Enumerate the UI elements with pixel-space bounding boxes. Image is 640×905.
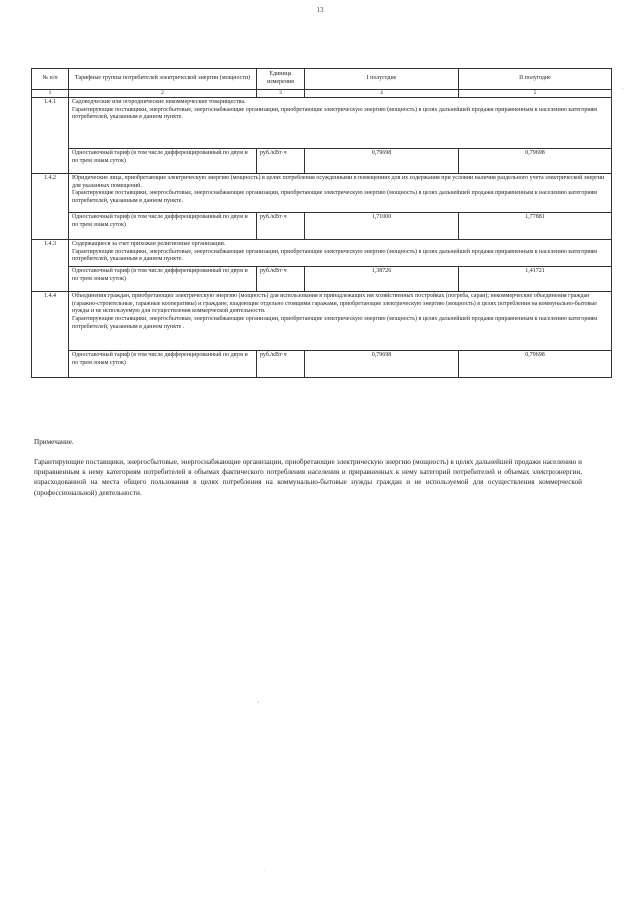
tariff-value-half-2: 1,41721 xyxy=(459,267,612,292)
tariff-row-1-4-4 xyxy=(32,351,612,378)
column-number: 1 xyxy=(32,90,69,98)
tariff-label: Одноставочный тариф (в том числе дифференцированный по двум и по трем зонам суток) xyxy=(69,351,257,378)
tariff-row-1-4-3 xyxy=(32,267,612,292)
scan-speck: · xyxy=(622,86,624,92)
section-description-line: Садоводческие или огороднические некоммерческие товарищества. xyxy=(72,99,246,106)
tariff-label: Одноставочный тариф (в том числе дифференцированный по двум и по трем зонам суток) xyxy=(69,213,257,240)
tariff-value-half-1: 0,79698 xyxy=(305,351,459,378)
scan-speck: , xyxy=(258,698,260,704)
section-row-1-4-4 xyxy=(32,292,612,351)
tariff-unit: руб./кВт·ч xyxy=(257,213,305,240)
tariff-value-half-2: 0,79698 xyxy=(459,351,612,378)
note-text: Гарантирующие поставщики, энергосбытовые, энергоснабжающие организации, приобретающие электрическую энергию (мощность) в целях дальнейшей продажи населению и приравненным к нему категориям потребителей в объемах фактического потребления населения и приравненных к нему категорий потребителей и объемах электроэнергии, израсходованной на места общего пользования в целях потребления на коммунально-бытовые нужды граждан и не используемой для осуществления коммерческой (профессиональной) деятельности. xyxy=(34,458,582,497)
column-number-row xyxy=(32,90,612,98)
header-group: Тарифные группы потребителей электрической энергии (мощности) xyxy=(69,69,257,90)
section-description xyxy=(69,174,612,213)
tariff-row-1-4-2 xyxy=(32,213,612,240)
tariff-value-half-2: 0,79698 xyxy=(459,149,612,174)
tariff-value-half-1: 0,79698 xyxy=(305,149,459,174)
tariff-value-half-2: 1,77881 xyxy=(459,213,612,240)
column-number: 3 xyxy=(257,90,305,98)
tariff-table xyxy=(31,68,612,378)
section-row-1-4-3 xyxy=(32,240,612,267)
scan-speck: · xyxy=(264,868,266,874)
section-description-line: Гарантирующие поставщики, энергосбытовые, энергоснабжающие организации, приобретающие электрическую энергию (мощность) в целях дальнейшей продажи приравненным к населению категориям потребителей, указанным в данном пункте. xyxy=(72,190,598,205)
section-code: 1.4.2 xyxy=(32,174,69,240)
section-description xyxy=(69,292,612,351)
section-code: 1.4.4 xyxy=(32,292,69,378)
header-unit: Единица измерения xyxy=(257,69,305,90)
section-row-1-4-1 xyxy=(32,98,612,149)
table-header-row xyxy=(32,69,612,90)
header-half-2: II полугодие xyxy=(459,69,612,90)
section-description-line: Гарантирующие поставщики, энергосбытовые, энергоснабжающие организации, приобретающие электрическую энергию (мощность) в целях дальнейшей продажи приравненным к населению категориям потребителей, указанным в данном пункте. xyxy=(72,106,598,121)
tariff-label: Одноставочный тариф (в том числе дифференцированный по двум и по трем зонам суток) xyxy=(69,149,257,174)
section-description-line: Юридические лица, приобретающие электрическую энергию (мощность) в целях потребления осужденными в помещениях для их содержания при условии наличия раздельного учета электрической энергии для указанных помещений. xyxy=(72,175,605,189)
note-title: Примечание. xyxy=(34,438,74,446)
section-description-line: Содержащиеся за счет прихожан религиозные организации. xyxy=(72,241,226,248)
tariff-label: Одноставочный тариф (в том числе дифференцированный по двум и по трем зонам суток) xyxy=(69,267,257,292)
tariff-row-1-4-1 xyxy=(32,149,612,174)
tariff-unit: руб./кВт·ч xyxy=(257,351,305,378)
column-number: 4 xyxy=(305,90,459,98)
column-number: 5 xyxy=(459,90,612,98)
tariff-unit: руб./кВт·ч xyxy=(257,149,305,174)
section-code: 1.4.1 xyxy=(32,98,69,174)
section-row-1-4-2 xyxy=(32,174,612,213)
header-num: № п/п xyxy=(32,69,69,90)
page-number: 13 xyxy=(316,6,324,14)
section-code: 1.4.3 xyxy=(32,240,69,292)
tariff-value-half-1: 1,71000 xyxy=(305,213,459,240)
header-half-1: I полугодие xyxy=(305,69,459,90)
tariff-unit: руб./кВт·ч xyxy=(257,267,305,292)
section-description-line: Гарантирующие поставщики, энергосбытовые, энергоснабжающие организации, приобретающие электрическую энергию (мощность) в целях дальнейшей продажи приравненным к населению категориям потребителей, указанным в данном пункте. xyxy=(72,248,598,263)
section-description-line: Объединения граждан, приобретающих электрическую энергию (мощность) для использования в принадлежащих им хозяйственных постройках (погреба, сараи); некоммерческие объединения граждан (гаражно-строительные, гаражные кооперативы) и граждане, владеющие отдельно стоящими гаражами, приобретающие электрическую энергию (мощность) в целях потребления на коммунально-бытовые нужды и не используемую для осуществления коммерческой деятельности. xyxy=(72,293,597,315)
section-description-line: Гарантирующие поставщики, энергосбытовые, энергоснабжающие организации, приобретающие электрическую энергию (мощность) в целях дальнейшей продажи приравненным к населению категориям потребителей, указанным в данном пункте . xyxy=(72,316,598,330)
column-number: 2 xyxy=(69,90,257,98)
section-description xyxy=(69,240,612,267)
tariff-value-half-1: 1,38726 xyxy=(305,267,459,292)
section-description xyxy=(69,98,612,149)
